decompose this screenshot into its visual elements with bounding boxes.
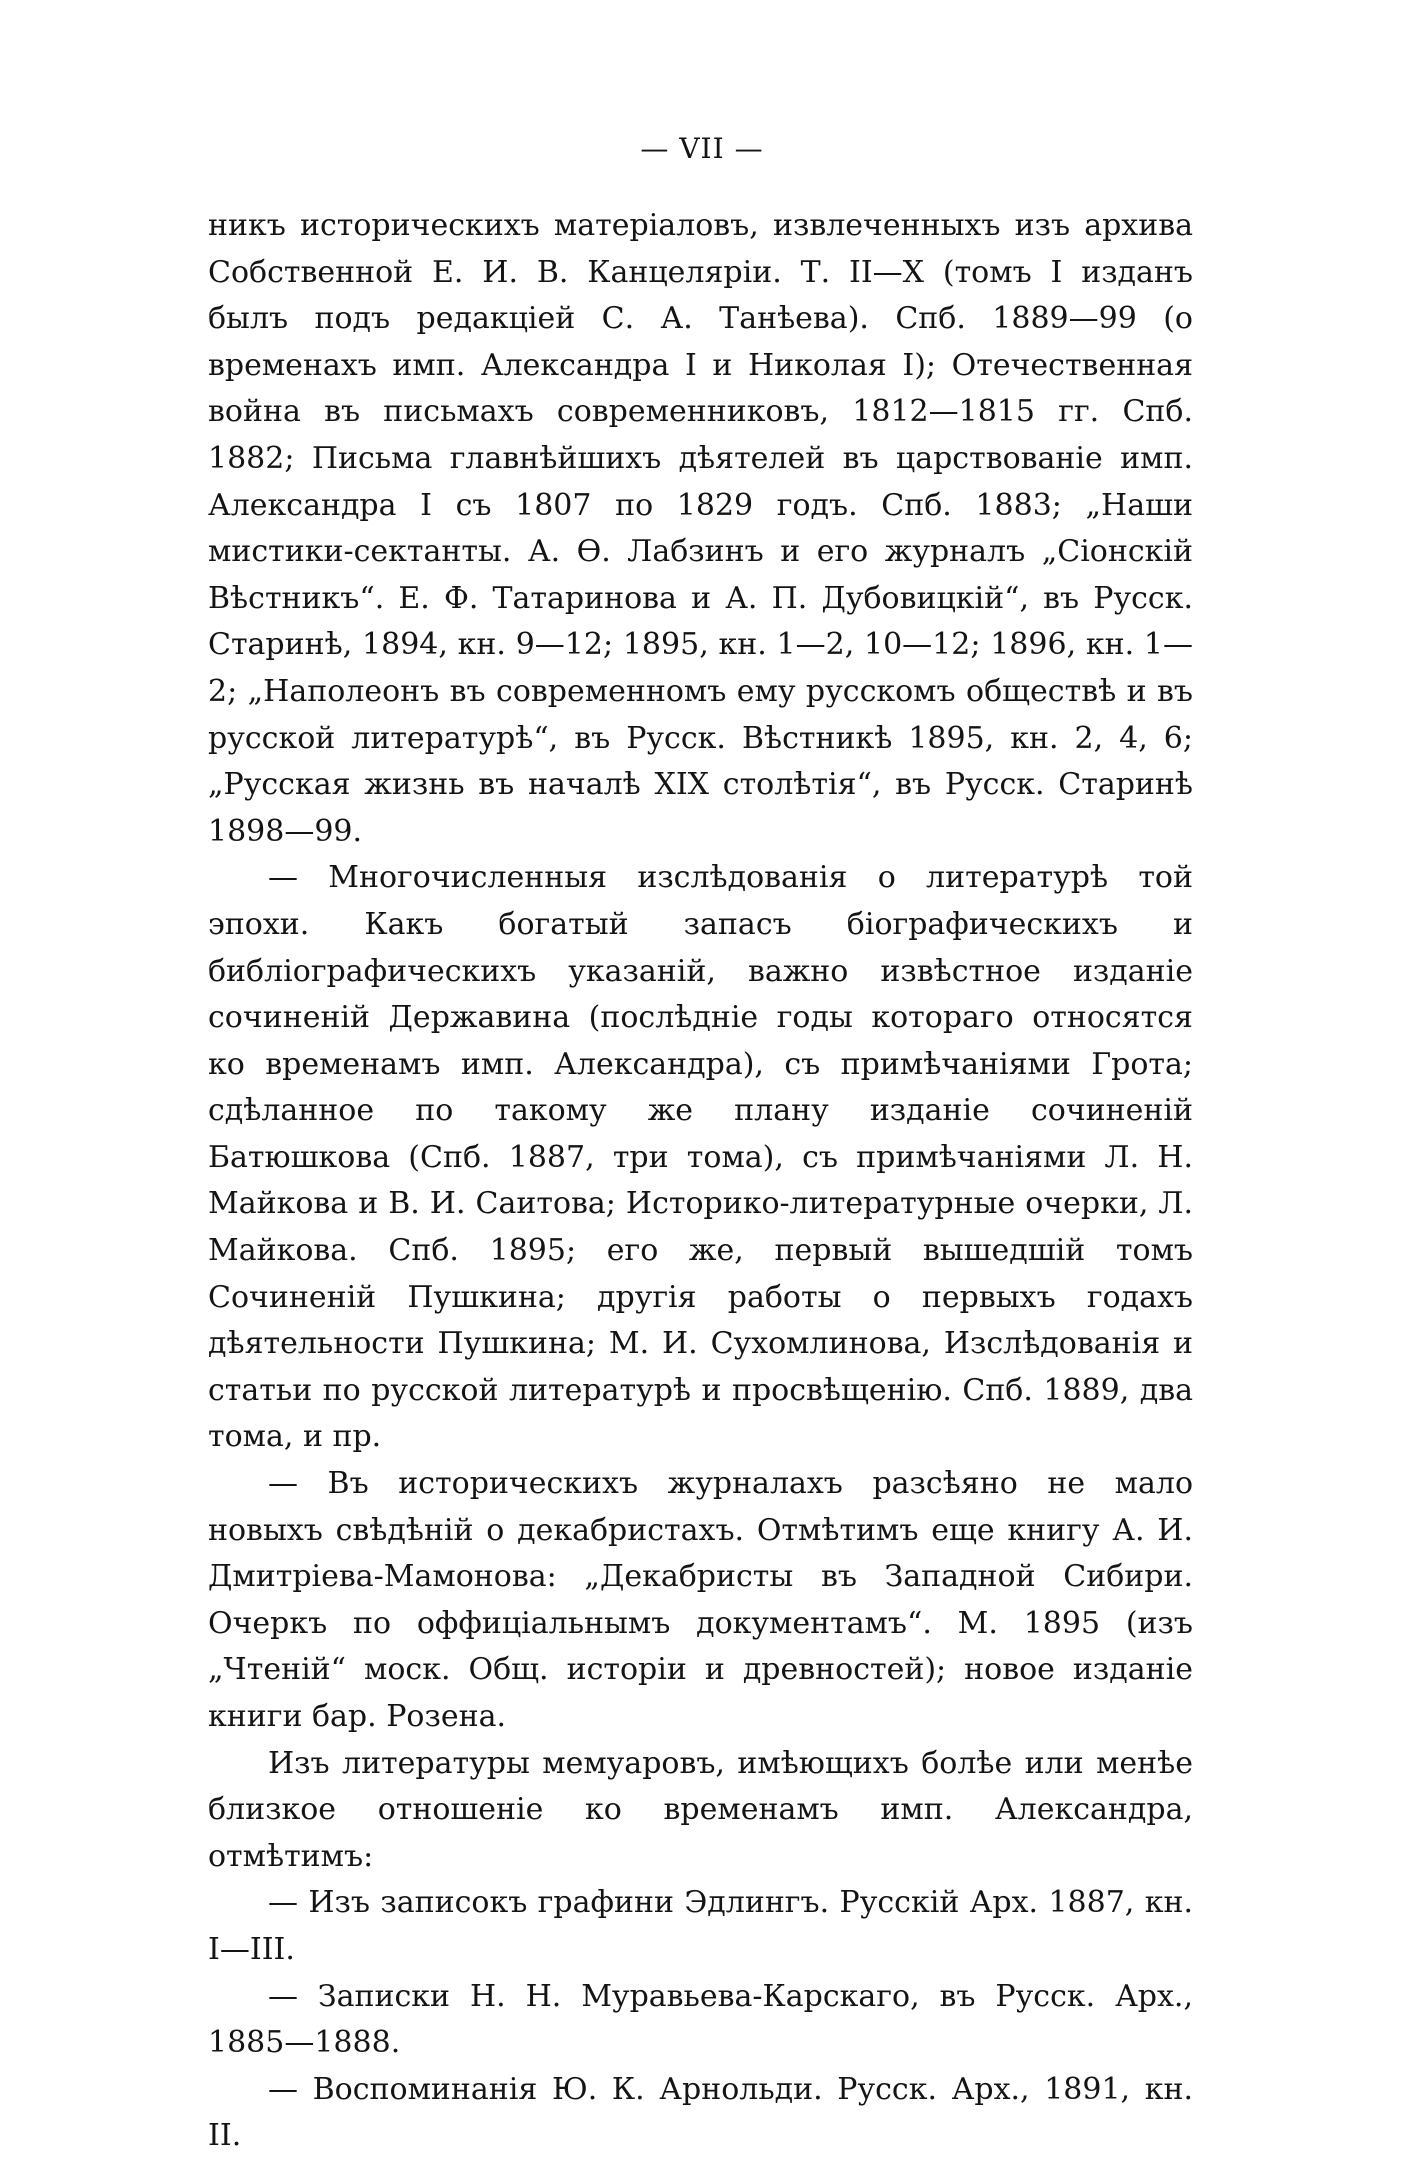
paragraph-muravyov-notes: — Записки Н. Н. Муравьева-Карскаго, въ Русск. Арх., 1885—1888.	[208, 1978, 1193, 2061]
paragraph-edling-notes: — Изъ записокъ графини Эдлингъ. Русскій Арх. 1887, кн. I—III.	[208, 1885, 1193, 1967]
paragraph-decembrists: — Въ историческихъ журналахъ разсѣяно не мало новыхъ свѣдѣній о декабристахъ. Отмѣтимъ еще книгу А. И. Дмитріева-Мамонова: „Декабристы въ Западной Сибири. Очеркъ по оффиціальнымъ документамъ“. М. 1895 (изъ „Чтеній“ моск. Общ. исторіи и древностей); новое изданіе книги бар. Розена.	[208, 1466, 1193, 1734]
body-text	[208, 203, 1193, 2160]
page-number: — VII —	[640, 132, 764, 165]
paragraph-arnoldi-memoirs: — Воспоминанія Ю. К. Арнольди. Русск. Арх., 1891, кн. II.	[208, 2071, 1193, 2154]
paragraph-continued-bibliography: никъ историческихъ матеріаловъ, извлеченныхъ изъ архива Собственной Е. И. В. Канцеляріи. Т. II—X (томъ I изданъ былъ подъ редакціей С. А. Танѣева). Спб. 1889—99 (о временахъ имп. Александра I и Николая I); Отечественная война въ письмахъ современниковъ, 1812—1815 гг. Спб. 1882; Письма главнѣйшихъ дѣятелей въ царствованіе имп. Александра I съ 1807 по 1829 годъ. Спб. 1883; „Наши мистики-сектанты. А. Ѳ. Лабзинъ и его журналъ „Сіонскій Вѣстникъ“. Е. Ф. Татаринова и А. П. Дубовицкій“, въ Русск. Старинѣ, 1894, кн. 9—12; 1895, кн. 1—2, 10—12; 1896, кн. 1—2; „Наполеонъ въ современномъ ему русскомъ обществѣ и въ русской литературѣ“, въ Русск. Вѣстникѣ 1895, кн. 2, 4, 6; „Русская жизнь въ началѣ XIX столѣтія“, въ Русск. Старинѣ 1898—99.	[208, 208, 1193, 849]
paragraph-literature-studies: — Многочисленныя изслѣдованія о литературѣ той эпохи. Какъ богатый запасъ біографическихъ и библіографическихъ указаній, важно извѣстное изданіе сочиненій Державина (послѣдніе годы котораго относятся ко временамъ имп. Александра), съ примѣчаніями Грота; сдѣланное по такому же плану изданіе сочиненій Батюшкова (Спб. 1887, три тома), съ примѣчаніями Л. Н. Майкова и В. И. Саитова; Историко-литературные очерки, Л. Майкова. Спб. 1895; его же, первый вышедшій томъ Сочиненій Пушкина; другія работы о первыхъ годахъ дѣятельности Пушкина; М. И. Сухомлинова, Изслѣдованія и статьи по русской литературѣ и просвѣщенію. Спб. 1889, два тома, и пр.	[208, 860, 1193, 1455]
paragraph-memoirs-intro: Изъ литературы мемуаровъ, имѣющихъ болѣе или менѣе близкое отношеніе ко временамъ имп. Александра, отмѣтимъ:	[208, 1745, 1193, 1874]
